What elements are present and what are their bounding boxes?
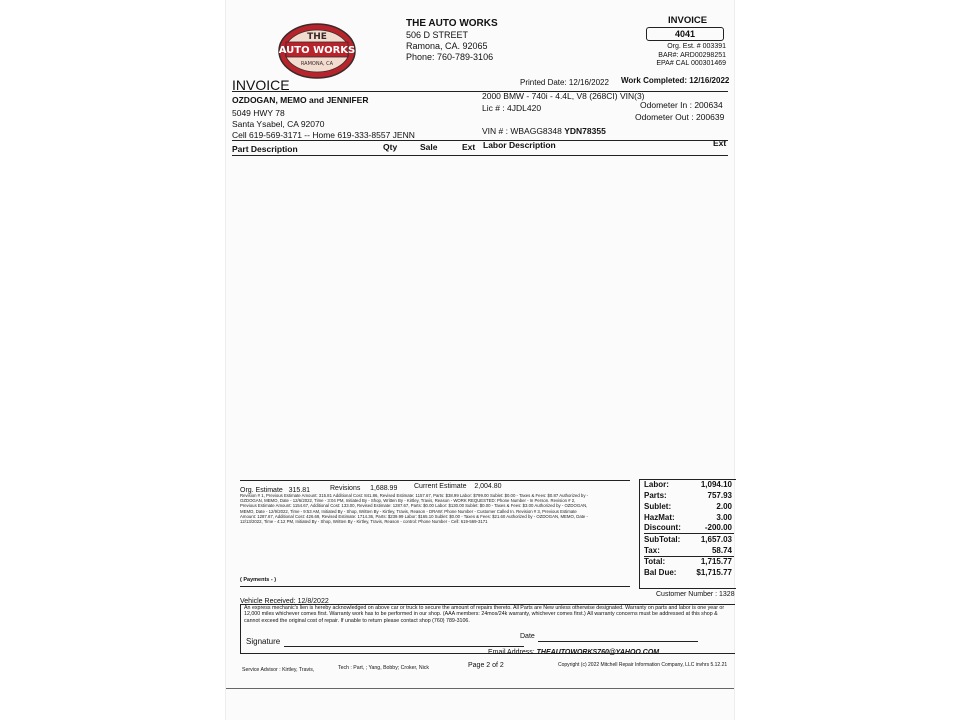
shop-street: 506 D STREET (406, 30, 469, 40)
service-advisor: Service Advisor : Kirtley, Travis, (242, 667, 315, 673)
revisions (330, 485, 397, 492)
org-est-number: Org. Est. # 003391 (667, 43, 726, 50)
totals-total: Total: 1,715.77 (644, 557, 732, 566)
current-estimate (414, 483, 502, 490)
copyright: Copyright (c) 2022 Mitchell Repair Information Company, LLC invhrs 5.12.21 (558, 662, 728, 668)
shop-name: THE AUTO WORKS (406, 18, 498, 29)
totals-subtotal: SubTotal: 1,657.03 (644, 535, 732, 544)
totals-labor: Labor: 1,094.10 (644, 480, 732, 489)
col-labor-description: Labor Description (483, 140, 556, 150)
col-qty: Qty (383, 142, 398, 152)
current-estimate-label: Current Estimate (414, 483, 467, 490)
date-label: Date (520, 633, 535, 640)
odometer-in: Odometer In : 200634 (640, 100, 723, 110)
col-ext-labor: Ext (713, 138, 727, 148)
invoice-number: 4041 (646, 27, 724, 41)
payments-label: ( Payments - ) (240, 577, 277, 583)
vin-bold: YDN78355 (564, 126, 606, 136)
logo-sub-text: RAMONA, CA (300, 61, 334, 67)
revisions-value: 1,688.99 (370, 485, 398, 492)
columns-bottom-rule (232, 155, 728, 156)
customer-name: OZDOGAN, MEMO and JENNIFER (232, 95, 369, 105)
customer-number: Customer Number : 1328 (656, 591, 735, 598)
legal-text: An express mechanic's lien is hereby acknowledged on above car or truck to secure the amount of repairs thereto. All Parts are New unless otherwise designated. Warranty on parts and labor is one year or 12,000 miles whichever comes first. Warranty work has to be performed in our shop. (AAA members: 24mos/24k warranty, whichever comes first.) All warranty concerns must be addressed at this shop & cannot exceed the original cost of repair. If unable to return please contact shop (760) 789-3106. (244, 605, 725, 624)
page-number: Page 2 of 2 (468, 662, 504, 669)
totals-discount: Discount: -200.00 (644, 523, 732, 532)
col-sale: Sale (420, 142, 438, 152)
auto-works-logo (278, 22, 356, 80)
signature-label: Signature (246, 637, 281, 646)
email-address: THEAUTOWORKS760@YAHOO.COM (536, 649, 660, 656)
totals-hazmat: HazMat: 3.00 (644, 513, 732, 522)
totals-parts: Parts: 757.93 (644, 491, 732, 500)
page-bottom-rule (226, 688, 734, 689)
vehicle-vin (482, 126, 606, 136)
estimate-top-rule (240, 480, 630, 481)
signature-line (284, 646, 524, 647)
date-line (538, 641, 698, 642)
totals-box (639, 479, 736, 589)
odometer-out: Odometer Out : 200639 (635, 112, 725, 122)
header-divider (232, 91, 728, 92)
totals-balance-due: Bal Due: $1,715.77 (644, 568, 732, 577)
work-completed-date: Work Completed: 12/16/2022 (621, 76, 730, 85)
org-estimate-label: Org. Estimate (240, 487, 283, 494)
invoice-page (226, 0, 734, 720)
vin-label: VIN # : WBAGG8348 (482, 126, 562, 136)
epa-number: EPA# CAL 000301469 (656, 60, 726, 67)
revision-history-text: Revision # 1, Previous Estimate Amount: 315.81 Additional Cost: 841.86, Revised Estimate: 1157.67, Parts: $38.99 Labor: $799.00 Sublet: $0.00 - Taxes & Fees: $0.87 Authorized by - OZDOGAN, MEMO, Date - 12/6/2022, Time - 3:04 PM, Initiated By - Shop, Written By - Kirtley, Travis, Reason - WORK REQUESTED: Phone Number - In Person. Revision # 2, Previous Estimate Amount: 1154.67, Additional Cost: 133.00, Revised Estimate: 1287.67, Parts: $0.00 Labor: $130.00 Sublet: $0.00 - Taxes & Fees: $3.00 Authorized by - OZDOGAN, MEMO, Date - 12/9/2022, Time - 9:53 AM, Initiated By - Shop, Written By - Kirtley, Travis, Reason - DRAW: Phone Number - Customer Called In. Revision # 3, Previous Estimate Amount: 1287.67, Additional Cost: 426.69, Revised Estimate: 1714.36, Parts: $239.99 Labor: $165.10 Sublet: $0.00 - Taxes & Fees: $21.60 Authorized by - OZDOGAN, MEMO, Date - 12/13/2022, Time - 4:12 PM, Initiated By - Shop, Written By - Kirtley, Travis, Reason - control: Phone Number - Cell: 619-569-3171 (240, 493, 589, 525)
logo-top-text: THE (307, 32, 327, 42)
revisions-label: Revisions (330, 485, 361, 492)
customer-address2: Santa Ysabel, CA 92070 (232, 119, 325, 129)
estimate-bottom-rule (240, 586, 630, 587)
totals-tax: Tax: 58.74 (644, 546, 732, 555)
col-part-description: Part Description (232, 144, 298, 154)
shop-city: Ramona, CA. 92065 (406, 41, 488, 51)
columns-top-rule (232, 140, 728, 141)
invoice-label: INVOICE (668, 15, 708, 26)
email-row (488, 649, 659, 656)
vehicle-license: Lic # : 4JDL420 (482, 103, 542, 113)
col-ext: Ext (462, 142, 476, 152)
org-estimate-value: 315.81 (288, 487, 311, 494)
totals-sublet: Sublet: 2.00 (644, 502, 732, 511)
invoice-big-title: INVOICE (232, 77, 290, 93)
shop-phone: Phone: 760-789-3106 (406, 52, 494, 62)
customer-address1: 5049 HWY 78 (232, 108, 285, 118)
current-estimate-value: 2,004.80 (474, 483, 502, 490)
logo-main-text: AUTO WORKS (278, 45, 356, 56)
customer-phones: Cell 619-569-3171 -- Home 619-333-8557 JENN (232, 130, 415, 140)
tech-names: Tech : Part, ; Yang, Bobby; Croker, Nick (338, 665, 429, 671)
vehicle-description: 2000 BMW - 740i - 4.4L, V8 (268CI) VIN(3) (482, 91, 645, 101)
email-label: Email Address: (488, 649, 535, 656)
bar-number: BAR#: ARD00298251 (658, 52, 726, 59)
vehicle-received: Vehicle Received: 12/8/2022 (240, 598, 329, 605)
printed-date: Printed Date: 12/16/2022 (520, 78, 609, 87)
